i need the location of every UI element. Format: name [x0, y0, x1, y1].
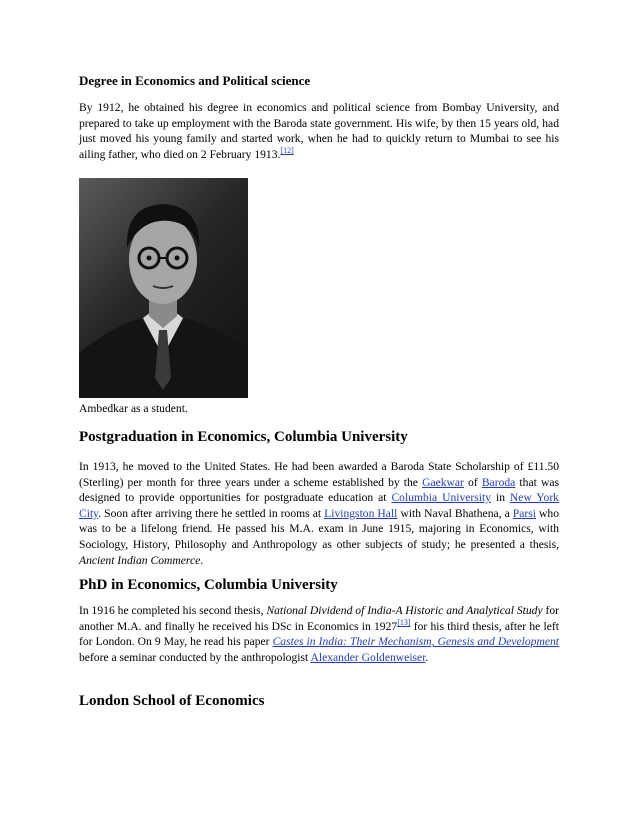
reference-link[interactable]: [13]: [397, 617, 411, 627]
reference-link[interactable]: [12]: [280, 145, 294, 155]
link-parsi[interactable]: Parsi: [512, 506, 536, 520]
link-new-york-city[interactable]: New York City: [79, 491, 559, 520]
thesis-title: National Dividend of India-A Historic and Analytical Study: [266, 604, 543, 617]
portrait-illustration: [79, 178, 248, 398]
link-livingston-hall[interactable]: Livingston Hall: [324, 506, 398, 520]
text: that was designed to provide opportunities for postgraduate education at: [79, 475, 559, 505]
link-castes-in-india[interactable]: Castes in India: Their Mechanism, Genesis and Development: [272, 635, 559, 649]
section-heading-degree: Degree in Economics and Political science: [79, 73, 311, 88]
paragraph-text: By 1912, he obtained his degree in economics and political science from Bombay University, and prepared to take up employment with the Baroda state government. His wife, by then 15 years old, had just moved his young family and started work, when he had to quickly return to Mumbai to see his ailing father, who died on 2 February 1913.: [79, 101, 559, 161]
link-columbia-university[interactable]: Columbia University: [391, 491, 492, 505]
text: who was to be a lifelong friend. He passed his M.A. exam in June 1915, majoring in Economics, with Sociology, History, Philosophy and Anthropology as other subjects of study; he presented a thesis,: [79, 506, 559, 551]
paragraph-phd: [79, 603, 559, 665]
portrait-photo: [79, 178, 248, 398]
link-baroda[interactable]: Baroda: [481, 475, 516, 489]
text: for his third thesis, after he left for London. On 9 May, he read his paper: [79, 619, 559, 649]
text: of: [463, 475, 482, 489]
thesis-title: Ancient Indian Commerce: [79, 553, 201, 567]
link-alexander-goldenweiser[interactable]: Alexander Goldenweiser: [310, 650, 426, 664]
text: with Naval Bhathena, a: [397, 506, 513, 520]
link-gaekwar[interactable]: Gaekwar: [422, 475, 464, 489]
text: .: [200, 553, 204, 567]
text: for another M.A. and finally he received his DSc in Economics in 1927: [79, 604, 560, 633]
text: .: [425, 650, 429, 664]
text: In 1916 he completed his second thesis,: [79, 604, 267, 617]
section-heading-phd: PhD in Economics, Columbia University: [79, 577, 338, 593]
paragraph-degree: [79, 100, 559, 162]
text: before a seminar conducted by the anthropologist: [79, 650, 311, 664]
section-heading-lse: London School of Economics: [79, 693, 265, 709]
section-heading-postgraduation: Postgraduation in Economics, Columbia University: [79, 429, 408, 445]
photo-caption: Ambedkar as a student.: [79, 402, 188, 415]
paragraph-postgraduation: [79, 459, 559, 568]
text: In 1913, he moved to the United States. He had been awarded a Baroda State Scholarship of £11.50 (Sterling) per month for three years under a scheme established by the: [79, 460, 559, 489]
text: . Soon after arriving there he settled in rooms at: [98, 506, 325, 520]
text: in: [491, 491, 510, 505]
